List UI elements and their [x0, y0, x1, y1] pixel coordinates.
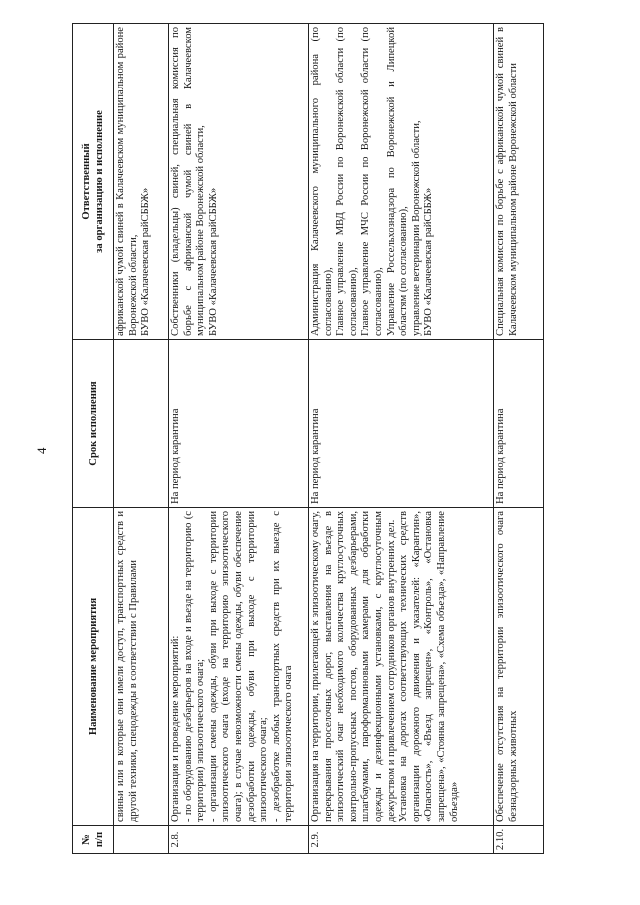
- row-term: На период карантина: [169, 340, 309, 508]
- row-term: На период карантина: [494, 340, 544, 508]
- row-number: 2.9.: [309, 826, 494, 854]
- responsible-line: Специальная комиссия по борьбе с африканской чумой свиней в Калачеевском муниципальном районе Воронежской области: [495, 27, 519, 336]
- row-responsible: [494, 24, 544, 340]
- responsible-line: БУВО «Калачеевская райСББЖ»: [207, 187, 219, 336]
- responsible-line: Главное управление МЧС России по Воронежской области (по согласованию),: [360, 27, 384, 336]
- row-description: [169, 508, 309, 826]
- description-line: Установка на дорогах соответствующих технических средств организации дорожного движения и указателей: «Карантин», «Опасность», «Въезд запрещен», «Контроль», «Остановка запрещена», «Стоянка запрещена», «Схема объезда», «Направление объезда»: [398, 511, 460, 822]
- row-responsible: [169, 24, 309, 340]
- rotated-page: [34, 24, 562, 854]
- table-header-row: [73, 24, 114, 854]
- header-term: Срок исполнения: [73, 340, 114, 508]
- table-row: [494, 24, 544, 854]
- responsible-line: Собственники (владельцы) свиней, специальная комиссия по борьбе с африканской чумой свиней в Калачеевском муниципальном районе Воронежской области,: [170, 27, 207, 336]
- header-num: № п/п: [73, 826, 114, 854]
- table-row: [114, 24, 169, 854]
- responsible-line: Главное управление МВД России по Воронежской области (по согласованию),: [335, 27, 359, 336]
- header-name: Наименование мероприятия: [73, 508, 114, 826]
- table-row: [169, 24, 309, 854]
- table-row: [309, 24, 494, 854]
- row-description: [309, 508, 494, 826]
- row-term: [114, 340, 169, 508]
- row-description: [494, 508, 544, 826]
- responsible-line: Администрация Калачеевского муниципального района (по согласованию),: [310, 27, 334, 336]
- description-line: свиньи или в которые они имели доступ, транспортных средств и другой техники, спецодежды в соответствии с Правилами: [115, 511, 139, 822]
- header-responsible-line1: Ответственный: [81, 143, 92, 220]
- description-line: Организация и проведение мероприятий:: [170, 635, 181, 822]
- description-line: Организация на территории, прилегающей к эпизоотическому очагу, перекрывания проселочных дорог, выставления на въезде в эпизоотический очаг необходимого количества круглосуточных контрольно-пропускных постов, оборудованных дезбарьерами, шлагбаумами, пароформалиновыми камерами для обработки одежды и дезинфекционными установками, с круглосуточным дежурством и привлечением сотрудников органов внутренних дел.: [310, 511, 397, 822]
- description-line: Обеспечение отсутствия на территории эпизоотического очага безнадзорных животных: [495, 511, 519, 822]
- page-number: 4: [34, 447, 49, 454]
- row-description: [114, 508, 169, 826]
- row-number: 2.10.: [494, 826, 544, 854]
- responsible-line: БУВО «Калачеевская райСББЖ»: [140, 187, 152, 336]
- row-responsible: [114, 24, 169, 340]
- row-term: На период карантина: [309, 340, 494, 508]
- header-responsible-line2: за организацию и исполнение: [94, 110, 105, 253]
- description-line: - организации смены одежды, обуви при выходе с территории эпизоотического очага (входе на территорию эпизоотического очага); в случае невозможности смены одежды, обуви обеспечение дезобработки одежды, обуви при выходе с территории эпизоотического очага;: [207, 511, 270, 822]
- header-responsible: [73, 24, 114, 340]
- row-number: [114, 826, 169, 854]
- responsible-line: управление ветеринарии Воронежской области,: [410, 120, 422, 336]
- responsible-line: Управление Россельхознадзора по Воронежской и Липецкой областям (по согласованию),: [385, 27, 410, 336]
- responsible-line: африканской чумой свиней в Калачеевском муниципальном районе Воронежской области,: [115, 27, 139, 336]
- row-number: 2.8.: [169, 826, 309, 854]
- measures-table: [72, 23, 544, 854]
- row-responsible: [309, 24, 494, 340]
- description-line: - дезобработке любых транспортных средств при их выезде с территории эпизоотического очага: [270, 511, 295, 822]
- responsible-line: БУВО «Калачеевская райСББЖ»: [423, 187, 435, 336]
- description-line: - по оборудованию дезбарьеров на входе и въезде на территорию (с территории) эпизоотического очага;: [182, 511, 207, 822]
